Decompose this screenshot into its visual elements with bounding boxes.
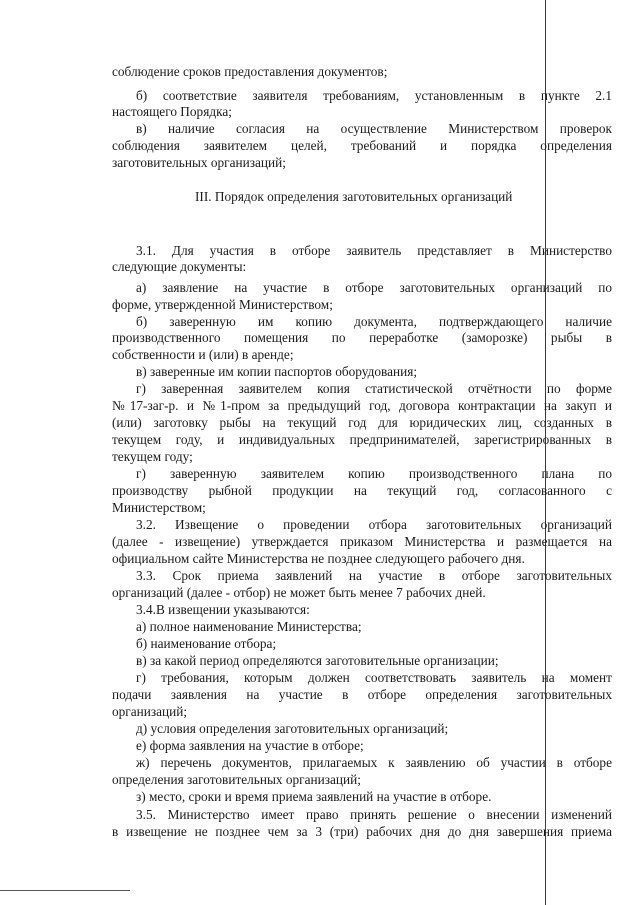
text-line: 3.3. Срок приема заявлений на участие в отборе заготовительных xyxy=(136,568,612,583)
text-line: г) требования, которым должен соответствовать заявитель на момент xyxy=(136,670,612,685)
text-line: г) заверенная заявителем копия статистической отчётности по форме xyxy=(136,381,612,396)
text-line: е) форма заявления на участие в отборе; xyxy=(136,738,364,753)
text-line: Министерством; xyxy=(112,500,206,515)
text-line: з) место, сроки и время приема заявлений на участие в отборе. xyxy=(136,789,492,804)
footnote-divider xyxy=(0,890,130,891)
text-line: в) наличие согласия на осуществление Министерством проверок xyxy=(136,121,612,136)
text-line: 3.5. Министерство имеет право принять решение о внесении изменений xyxy=(136,807,612,822)
text-line: б) заверенную им копию документа, подтверждающего наличие xyxy=(136,314,612,329)
text-line: определения заготовительных организаций; xyxy=(112,772,361,787)
text-line: ж) перечень документов, прилагаемых к заявлению об участии в отборе xyxy=(136,755,612,770)
text-line: (далее - извещение) утверждается приказом Министерства и размещается на xyxy=(112,534,612,549)
text-line: в) за какой период определяются заготовительные организации; xyxy=(136,653,499,668)
text-line: подачи заявления на участие в отборе определения заготовительных xyxy=(112,687,612,702)
section-heading: III. Порядок определения заготовительных организаций xyxy=(195,189,513,204)
text-line: 3.2. Извещение о проведении отбора заготовительных организаций xyxy=(136,517,612,532)
text-line: б) соответствие заявителя требованиям, установленным в пункте 2.1 xyxy=(136,88,612,103)
text-line: соблюдение сроков предоставления документов; xyxy=(112,64,388,79)
text-line: собственности и (или) в аренде; xyxy=(112,347,294,362)
text-line: в) заверенные им копии паспортов оборудования; xyxy=(136,364,418,379)
text-line: текущем году; xyxy=(112,449,193,464)
text-line: следующие документы: xyxy=(112,259,247,274)
text-line: 3.1. Для участия в отборе заявитель представляет в Министерство xyxy=(136,243,612,258)
text-line: б) наименование отбора; xyxy=(136,636,277,651)
text-line: производству рыбной продукции на текущий год, согласованного с xyxy=(112,483,612,498)
text-line: №17-заг-р. и №1-пром за предыдущий год, договора контрактации на закуп и xyxy=(112,398,612,413)
text-line: форме, утвержденной Министерством; xyxy=(112,297,333,312)
text-line: заготовительных организаций; xyxy=(112,155,286,170)
text-line: 3.4.В извещении указываются: xyxy=(136,602,310,617)
text-line: официальном сайте Министерства не позднее следующего рабочего дня. xyxy=(112,551,525,566)
text-line: а) заявление на участие в отборе заготовительных организаций по xyxy=(136,280,612,295)
text-line: производственного помещения по переработке (заморозке) рыбы в xyxy=(112,330,612,345)
text-line: г) заверенную заявителем копию производственного плана по xyxy=(136,466,612,481)
text-line: организаций (далее - отбор) не может быть менее 7 рабочих дней. xyxy=(112,585,486,600)
text-line: (или) заготовку рыбы на текущий год для юридических лиц, созданных в xyxy=(112,415,612,430)
text-line: текущем году, и индивидуальных предпринимателей, зарегистрированных в xyxy=(112,432,612,447)
text-line: д) условия определения заготовительных организаций; xyxy=(136,721,449,736)
text-line: соблюдения заявителем целей, требований и порядка определения xyxy=(112,138,612,153)
text-line: настоящего Порядка; xyxy=(112,104,232,119)
text-line: а) полное наименование Министерства; xyxy=(136,619,362,634)
text-line: в извещение не позднее чем за 3 (три) рабочих дня до дня завершения приема xyxy=(112,824,612,839)
text-line: организаций; xyxy=(112,704,188,719)
